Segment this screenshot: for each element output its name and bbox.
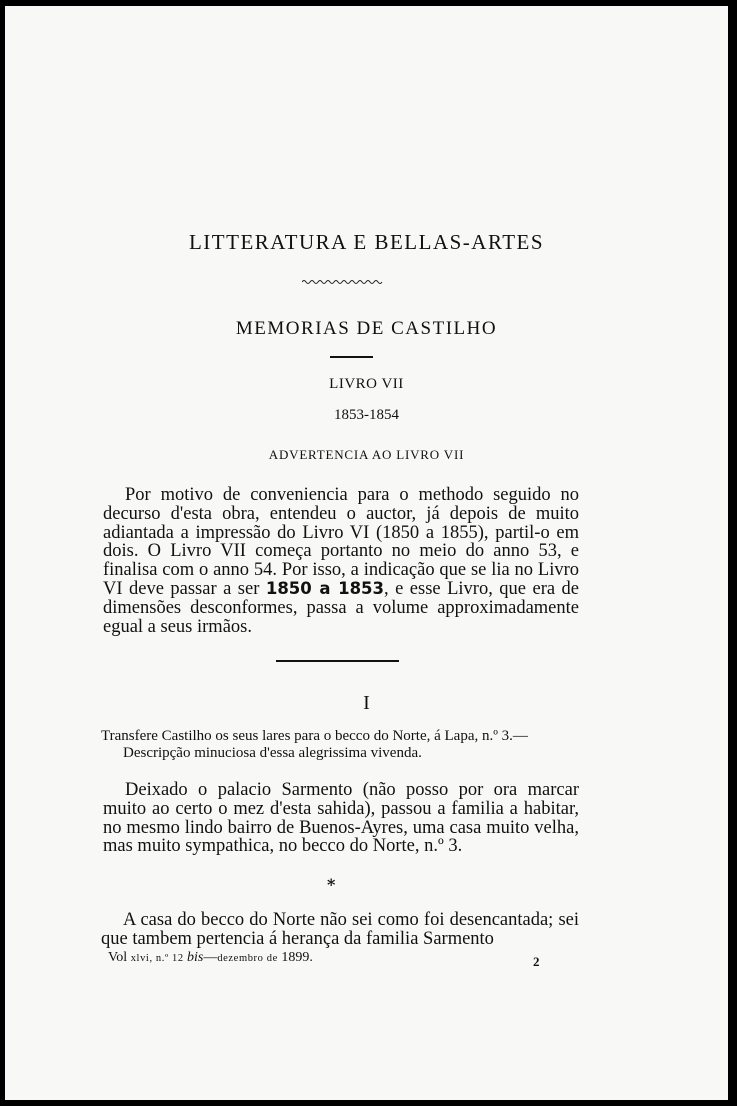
chapter-paragraph	[103, 781, 579, 856]
section-title: LITTERATURA E BELLAS-ARTES	[188, 230, 545, 254]
footer-vol: Vol	[108, 950, 128, 965]
footer-dash: —	[203, 950, 218, 965]
section-divider	[276, 660, 399, 662]
year-range: 1853-1854	[334, 407, 399, 423]
chapter-number: I	[363, 692, 370, 714]
footer-vol-number: xlvi, n.º 12	[130, 953, 187, 964]
chapter-paragraph	[101, 911, 579, 949]
title-divider	[330, 356, 373, 358]
intro-text-end: , e esse Livro, que era de dimensões desconformes, passa a volume approximadamente egual a seus irmãos.	[103, 578, 580, 637]
book-title: MEMORIAS DE CASTILHO	[235, 318, 498, 339]
intro-text-start: Por motivo de conveniencia para o methodo seguido no decurso d'esta obra, entendeu o auctor, já depois de muito adiantada a impressão do Livro VI (1850 a 1855), partil-o em dois. O Livro VII começa portanto no meio do anno 53, e finalisa com o anno 54. Por isso, a indicação que se lia no Livro VI deve passar a ser	[103, 485, 579, 599]
page-number: 2	[533, 954, 540, 969]
document-page	[5, 6, 728, 1100]
chapter-paragraph-text: Deixado o palacio Sarmento (não posso por ora marcar muito ao certo o mez d'esta sahida), passou a familia a habitar, no mesmo lindo bairro de Buenos-Ayres, uma casa muito velha, mas muito sympathica, no becco do Norte, n.º 3.	[103, 780, 579, 857]
intro-paragraph	[103, 486, 579, 636]
summary-line: Transfere Castilho os seus lares para o becco do Norte, á Lapa, n.º 3.—	[101, 728, 528, 744]
chapter-paragraph-text: A casa do becco do Norte não sei como foi desencantada; sei que tambem pertencia á herança da familia Sarmento	[101, 910, 579, 949]
summary-line: Descripção minuciosa d'essa alegrissima vivenda.	[123, 745, 422, 761]
footer-signature	[108, 950, 313, 966]
intro-bold-range: 1850 a 1853	[265, 578, 385, 598]
advertencia-heading: ADVERTENCIA AO LIVRO VII	[268, 447, 465, 462]
wavy-divider	[302, 278, 384, 286]
footer-date: dezembro de	[217, 953, 278, 964]
footer-bis: bis	[186, 950, 204, 965]
chapter-summary	[101, 728, 581, 762]
asterisk-separator: *	[327, 875, 336, 894]
footer-year: 1899.	[277, 950, 313, 965]
book-label: LIVRO VII	[329, 376, 404, 392]
